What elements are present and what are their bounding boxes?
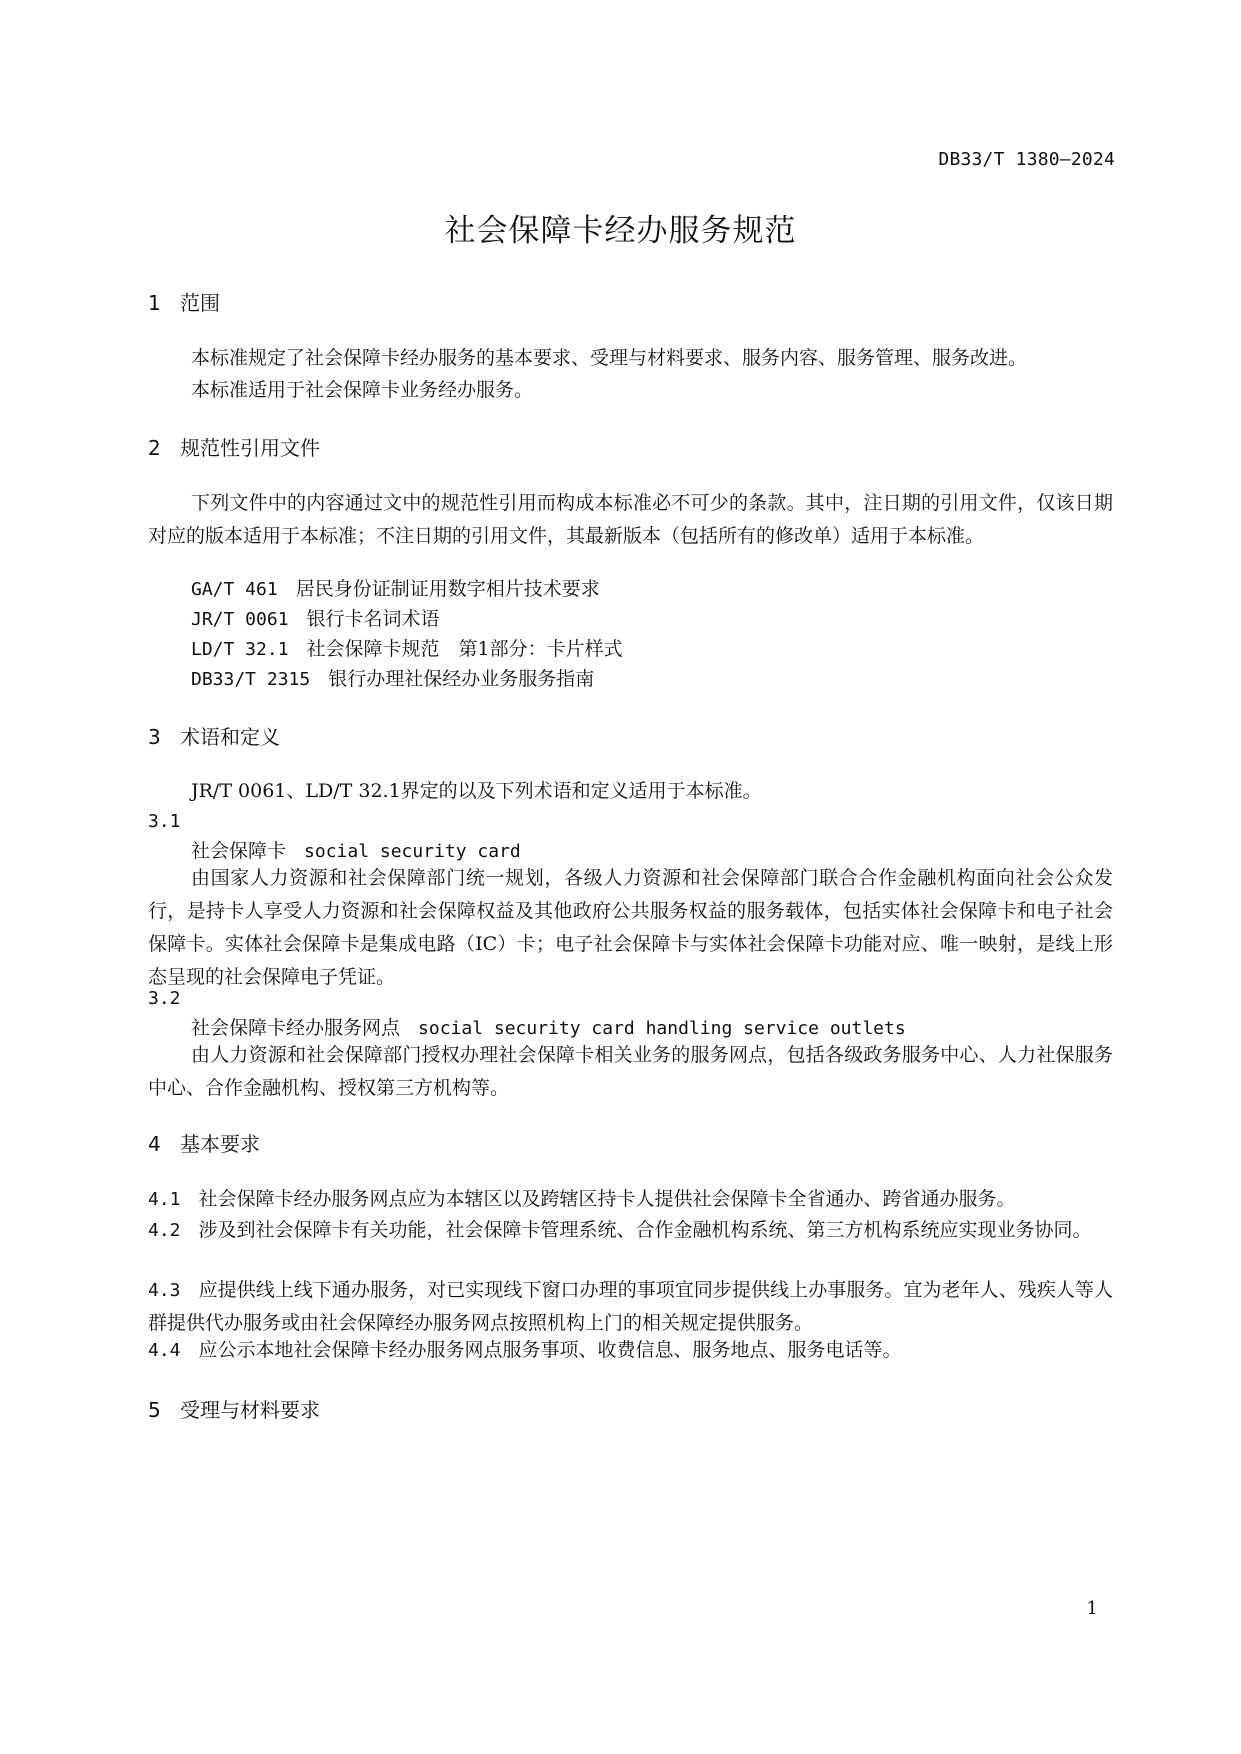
paragraph: 下列文件中的内容通过文中的规范性引用而构成本标准必不可少的条款。其中，注日期的引用文件，仅该日期对应的版本适用于本标准；不注日期的引用文件，其最新版本（包括所有的修改单）适用于本标准。: [148, 492, 1113, 547]
item-number: 4.3: [148, 1280, 181, 1301]
normative-reference: [148, 603, 1113, 636]
requirement-item: [148, 1214, 1113, 1247]
section-number: 1: [148, 291, 161, 315]
item-text: 应公示本地社会保障卡经办服务网点服务事项、收费信息、服务地点、服务电话等。: [198, 1339, 902, 1361]
item-number: 4.2: [148, 1220, 181, 1241]
paragraph: 本标准规定了社会保障卡经办服务的基本要求、受理与材料要求、服务内容、服务管理、服务改进。: [191, 347, 1028, 369]
section-title: 基本要求: [180, 1132, 260, 1156]
reference-title: 银行办理社保经办业务服务指南: [328, 668, 595, 690]
reference-title: 社会保障卡规范 第1部分：卡片样式: [306, 638, 623, 660]
reference-code: JR/T 0061: [191, 609, 289, 630]
requirement-item: [148, 1334, 1113, 1367]
term-english: social security card: [304, 841, 521, 862]
term-number: 3.1: [148, 811, 181, 832]
reference-code: DB33/T 2315: [191, 669, 311, 690]
term-definition: 由人力资源和社会保障部门授权办理社会保障卡相关业务的服务网点，包括各级政务服务中心、人力社保服务中心、合作金融机构、授权第三方机构等。: [148, 1044, 1113, 1099]
normative-reference: [148, 573, 1113, 606]
document-code: DB33/T 1380—2024: [938, 149, 1115, 170]
reference-title: 居民身份证制证用数字相片技术要求: [295, 578, 600, 600]
section-number: 3: [148, 725, 161, 749]
item-text: 涉及到社会保障卡有关功能，社会保障卡管理系统、合作金融机构系统、第三方机构系统应实现业务协同。: [198, 1219, 1092, 1241]
section-2-heading: [148, 432, 320, 461]
section-title: 受理与材料要求: [180, 1398, 320, 1422]
requirement-item: [148, 1183, 1113, 1216]
term-entry: [191, 1013, 906, 1040]
normative-reference: [148, 633, 1113, 666]
normative-reference: [148, 663, 1113, 696]
document-title: 社会保障卡经办服务规范: [444, 213, 797, 249]
section-1-heading: [148, 287, 220, 316]
reference-code: GA/T 461: [191, 579, 278, 600]
section-5-heading: [148, 1394, 320, 1423]
item-number: 4.4: [148, 1340, 181, 1361]
section-title: 规范性引用文件: [180, 436, 320, 460]
section-number: 5: [148, 1398, 161, 1422]
term-chinese: 社会保障卡经办服务网点: [191, 1017, 401, 1039]
item-text: 应提供线上线下通办服务，对已实现线下窗口办理的事项宜同步提供线上办事服务。宜为老年人、残疾人等人群提供代办服务或由社会保障经办服务网点按照机构上门的相关规定提供服务。: [148, 1279, 1113, 1334]
page-number: 1: [1086, 1598, 1098, 1619]
item-number: 4.1: [148, 1189, 181, 1210]
paragraph: JR/T 0061、LD/T 32.1界定的以及下列术语和定义适用于本标准。: [191, 780, 762, 802]
section-number: 2: [148, 436, 161, 460]
term-number: 3.2: [148, 988, 181, 1009]
term-english: social security card handling service outlets: [418, 1018, 906, 1039]
term-chinese: 社会保障卡: [191, 840, 287, 862]
section-title: 范围: [180, 291, 220, 315]
reference-title: 银行卡名词术语: [306, 608, 440, 630]
term-entry: [191, 836, 521, 863]
section-title: 术语和定义: [180, 725, 280, 749]
term-definition: 由国家人力资源和社会保障部门统一规划，各级人力资源和社会保障部门联合合作金融机构面向社会公众发行，是持卡人享受人力资源和社会保障权益及其他政府公共服务权益的服务载体，包括实体社会保障卡和电子社会保障卡。实体社会保障卡是集成电路（IC）卡；电子社会保障卡与实体社会保障卡功能对应、唯一映射，是线上形态呈现的社会保障电子凭证。: [148, 867, 1113, 988]
section-3-heading: [148, 721, 280, 750]
section-4-heading: [148, 1128, 260, 1157]
requirement-item: [148, 1274, 1113, 1340]
item-text: 社会保障卡经办服务网点应为本辖区以及跨辖区持卡人提供社会保障卡全省通办、跨省通办服务。: [198, 1188, 1016, 1210]
paragraph: 本标准适用于社会保障卡业务经办服务。: [191, 379, 534, 401]
reference-code: LD/T 32.1: [191, 639, 289, 660]
section-number: 4: [148, 1132, 161, 1156]
